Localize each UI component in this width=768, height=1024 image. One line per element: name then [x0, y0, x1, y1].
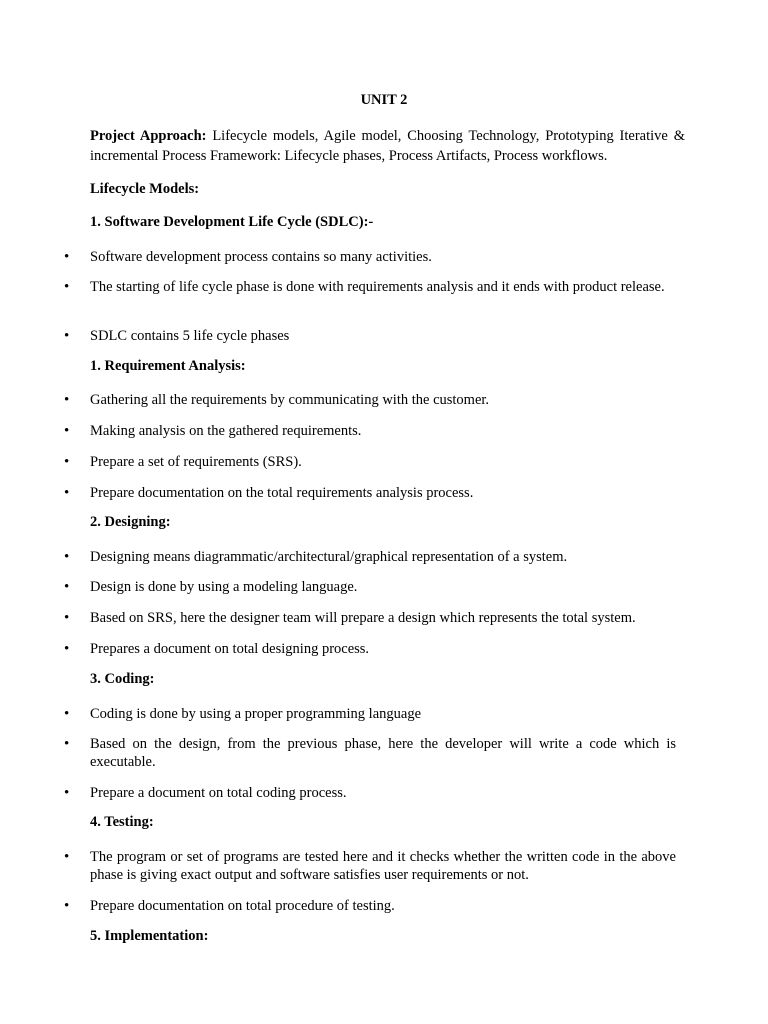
bullet-icon: •: [64, 279, 70, 295]
testing-heading: 4. Testing:: [90, 814, 154, 830]
bullet-icon: •: [64, 706, 70, 722]
list-item: • Prepare documentation on the total requirements analysis process.: [64, 485, 474, 501]
sdlc-heading: 1. Software Development Life Cycle (SDLC):-: [90, 214, 374, 230]
list-item: • Prepare documentation on total procedure of testing.: [64, 898, 395, 914]
bullet-icon: •: [64, 641, 70, 657]
bullet-icon: •: [64, 579, 70, 595]
requirement-analysis-heading: 1. Requirement Analysis:: [90, 358, 246, 374]
implementation-heading: 5. Implementation:: [90, 928, 209, 944]
lifecycle-models-heading: Lifecycle Models:: [90, 181, 200, 197]
list-item: • SDLC contains 5 life cycle phases: [64, 328, 290, 344]
designing-heading: 2. Designing:: [90, 514, 171, 530]
list-item: • Coding is done by using a proper programming language: [64, 706, 422, 722]
unit-title: UNIT 2: [360, 92, 408, 108]
intro-label: Project Approach:: [90, 128, 207, 144]
bullet-icon: •: [64, 249, 70, 265]
list-item: • The starting of life cycle phase is done with requirements analysis and it ends with product release.: [64, 279, 665, 295]
list-item: • Designing means diagrammatic/architectural/graphical representation of a system.: [64, 549, 568, 565]
bullet-icon: •: [64, 736, 70, 752]
bullet-icon: •: [64, 454, 70, 470]
list-item: • Gathering all the requirements by communicating with the customer.: [64, 392, 490, 408]
intro-paragraph: [90, 126, 685, 166]
list-item: • Prepares a document on total designing process.: [64, 641, 370, 657]
list-item: • The program or set of programs are tested here and it checks whether the written code in the above phase is giving exact output and software satisfies user requirements or not.: [64, 849, 676, 883]
bullet-icon: •: [64, 849, 70, 865]
bullet-icon: •: [64, 485, 70, 501]
bullet-icon: •: [64, 610, 70, 626]
intro-text: Lifecycle models, Agile model, Choosing Technology, Prototyping Iterative & incremental Process Framework: Lifecycle phases, Process Artifacts, Process workflows.: [90, 128, 685, 164]
list-item: • Prepare a set of requirements (SRS).: [64, 454, 302, 470]
bullet-icon: •: [64, 898, 70, 914]
list-item: • Prepare a document on total coding process.: [64, 785, 347, 801]
bullet-icon: •: [64, 423, 70, 439]
list-item: • Based on SRS, here the designer team will prepare a design which represents the total system.: [64, 610, 636, 626]
bullet-icon: •: [64, 392, 70, 408]
list-item: • Based on the design, from the previous phase, here the developer will write a code which is executable.: [64, 736, 676, 770]
list-item: • Making analysis on the gathered requirements.: [64, 423, 362, 439]
bullet-icon: •: [64, 328, 70, 344]
coding-heading: 3. Coding:: [90, 671, 155, 687]
list-item: • Design is done by using a modeling language.: [64, 579, 358, 595]
list-item: • Software development process contains so many activities.: [64, 249, 432, 265]
bullet-icon: •: [64, 785, 70, 801]
bullet-icon: •: [64, 549, 70, 565]
